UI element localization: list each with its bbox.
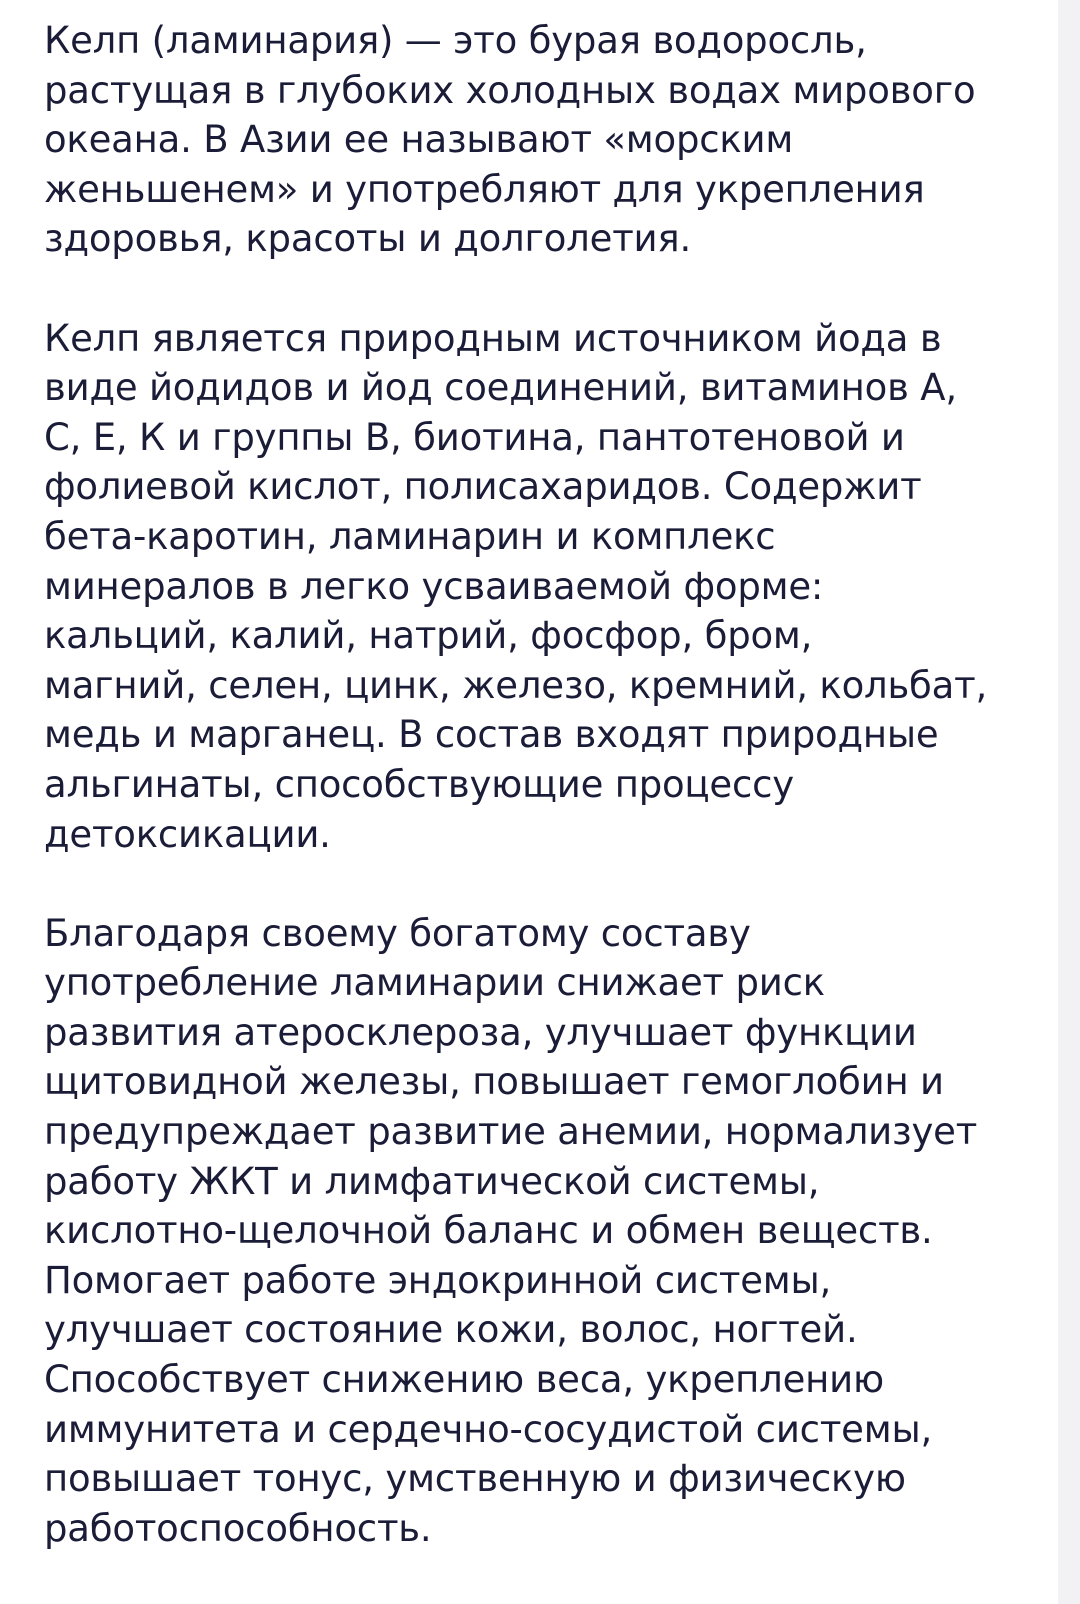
text-line: предупреждает развитие анемии, нормализует <box>44 1110 978 1154</box>
text-line: развития атеросклероза, улучшает функции <box>44 1010 917 1054</box>
text-line: кислотно-щелочной баланс и обмен веществ. <box>44 1209 933 1253</box>
paragraph-3 <box>44 909 1044 1554</box>
text-line: фолиевой кислот, полисахаридов. Содержит <box>44 465 922 509</box>
text-line: работу ЖКТ и лимфатической системы, <box>44 1159 820 1203</box>
text-line: Келп (ламинария) — это бурая водоросль, <box>44 19 867 62</box>
text-line: минералов в легко усваиваемой форме: <box>44 564 824 608</box>
text-line: растущая в глубоких холодных водах мирового <box>44 68 976 112</box>
text-line: Келп является природным источником йода в <box>44 316 942 360</box>
text-line: работоспособность. <box>44 1506 432 1550</box>
text-line: детоксикации. <box>44 812 331 856</box>
text-line: кальций, калий, натрий, фосфор, бром, <box>44 614 813 658</box>
text-line: повышает тонус, умственную и физическую <box>44 1457 906 1501</box>
text-line: Способствует снижению веса, укреплению <box>44 1358 884 1402</box>
text-line: океана. В Азии ее называют «морским <box>44 118 794 162</box>
page-edge <box>1058 0 1080 1604</box>
text-line: щитовидной железы, повышает гемоглобин и <box>44 1060 944 1104</box>
text-line: улучшает состояние кожи, волос, ногтей. <box>44 1308 858 1352</box>
text-line: употребление ламинарии снижает риск <box>44 961 825 1005</box>
text-line: здоровья, красоты и долголетия. <box>44 217 692 261</box>
paragraph-gap <box>44 859 1044 909</box>
text-line: альгинаты, способствующие процессу <box>44 762 794 806</box>
article-text <box>44 16 1044 1553</box>
text-line: виде йодидов и йод соединений, витаминов А, <box>44 366 957 410</box>
paragraph-1 <box>44 16 1044 264</box>
text-line: С, Е, К и группы В, биотина, пантотеновой и <box>44 415 905 459</box>
text-line: женьшенем» и употребляют для укрепления <box>44 167 925 211</box>
text-line: Помогает работе эндокринной системы, <box>44 1258 832 1302</box>
text-line: медь и марганец. В состав входят природные <box>44 713 939 757</box>
text-line: бета-каротин, ламинарин и комплекс <box>44 514 776 558</box>
paragraph-gap <box>44 264 1044 314</box>
text-line: Благодаря своему богатому составу <box>44 911 751 955</box>
paragraph-2 <box>44 314 1044 860</box>
text-line: магний, селен, цинк, железо, кремний, кольбат, <box>44 663 988 707</box>
text-line: иммунитета и сердечно-сосудистой системы, <box>44 1407 933 1451</box>
